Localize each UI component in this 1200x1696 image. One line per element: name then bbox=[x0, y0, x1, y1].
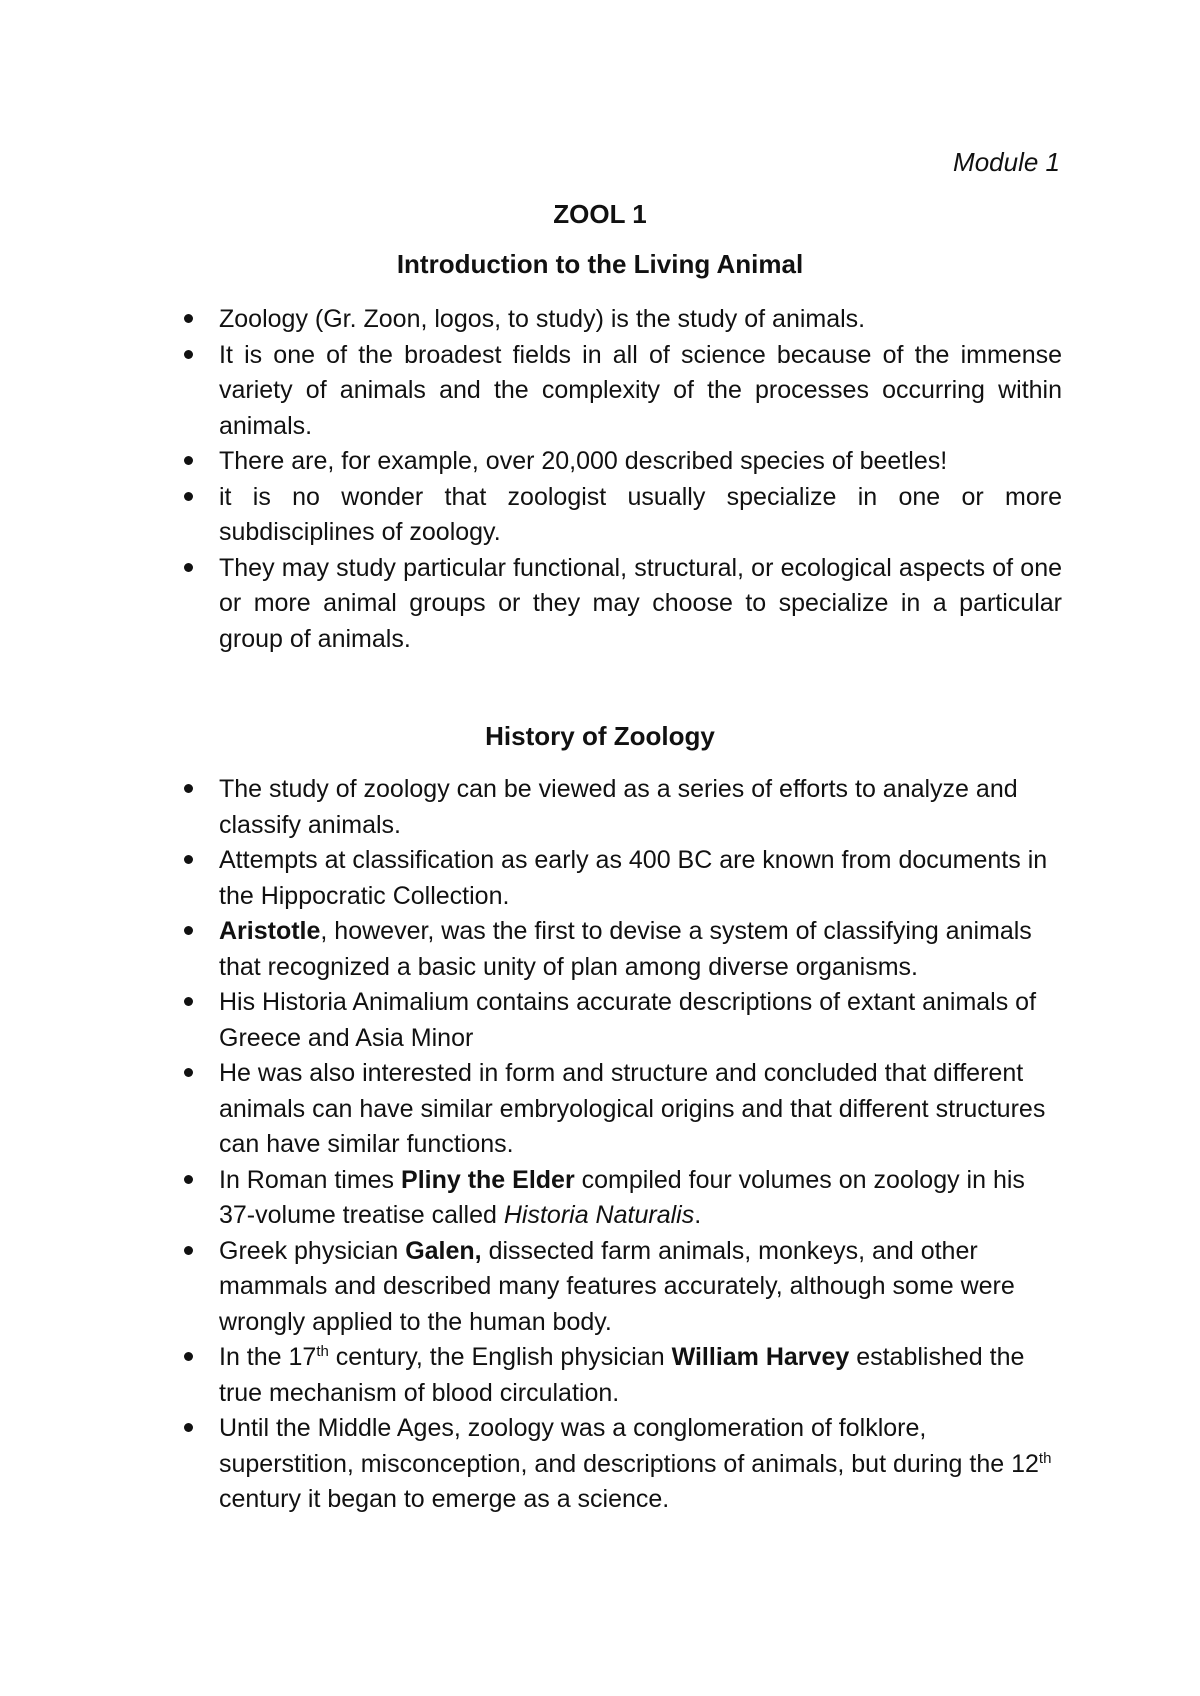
list-item bbox=[184, 985, 1062, 1056]
bullet-icon bbox=[184, 1423, 193, 1432]
bullet-text: century it began to emerge as a science. bbox=[219, 1485, 670, 1513]
list-item bbox=[184, 480, 1062, 551]
person-name-pliny: Pliny the Elder bbox=[401, 1165, 575, 1194]
section-heading-history: History of Zoology bbox=[485, 721, 715, 751]
list-item bbox=[184, 1411, 1062, 1518]
bullet-icon bbox=[184, 456, 193, 465]
list-item bbox=[184, 1056, 1062, 1163]
list-item bbox=[184, 1163, 1062, 1234]
bullet-text: He was also interested in form and structure and concluded that different animals can have similar embryological origins and that different structures can have similar functions. bbox=[219, 1059, 1046, 1158]
list-item bbox=[184, 551, 1062, 658]
ordinal-suffix: th bbox=[316, 1343, 329, 1360]
bullet-text: His Historia Animalium contains accurate descriptions of extant animals of Greece and Asia Minor bbox=[219, 988, 1037, 1052]
list-item bbox=[184, 772, 1062, 843]
bullet-icon bbox=[184, 855, 193, 864]
bullet-text: it is no wonder that zoologist usually specialize in one or more subdisciplines of zoology. bbox=[219, 482, 1062, 546]
bullet-icon bbox=[184, 997, 193, 1006]
bullet-icon bbox=[184, 563, 193, 572]
course-code: ZOOL 1 bbox=[553, 199, 647, 229]
bullet-text: Zoology (Gr. Zoon, logos, to study) is the study of animals. bbox=[219, 305, 866, 333]
bullet-icon bbox=[184, 784, 193, 793]
person-name-harvey: William Harvey bbox=[671, 1343, 850, 1371]
bullet-icon bbox=[184, 1175, 193, 1184]
ordinal-suffix: th bbox=[1038, 1449, 1052, 1467]
bullet-text: It is one of the broadest fields in all of science because of the immense variety of animals and the complexity of the processes occurring within animals. bbox=[219, 340, 1062, 440]
bullet-icon bbox=[184, 1246, 193, 1255]
work-title: Historia Naturalis bbox=[503, 1201, 695, 1229]
bullet-text: compiled four volumes on zoology in his 37-volume treatise called bbox=[219, 1165, 1025, 1229]
bullet-text: Attempts at classification as early as 400 BC are known from documents in the Hippocratic Collection. bbox=[219, 846, 1048, 910]
bullet-text: Greek physician bbox=[219, 1236, 406, 1265]
bullet-text: century, the English physician bbox=[328, 1343, 672, 1371]
bullet-icon bbox=[184, 1352, 193, 1361]
list-item bbox=[184, 444, 1062, 480]
bullet-text: There are, for example, over 20,000 described species of beetles! bbox=[219, 447, 948, 475]
bullet-text: In Roman times bbox=[219, 1165, 402, 1194]
bullet-icon bbox=[184, 492, 193, 501]
page-title: Introduction to the Living Animal bbox=[396, 249, 804, 279]
bullet-icon bbox=[184, 1068, 193, 1077]
history-bullet-list bbox=[184, 772, 1062, 1518]
bullet-text: established the true mechanism of blood circulation. bbox=[219, 1343, 1025, 1407]
bullet-text: In the 17 bbox=[219, 1343, 317, 1371]
person-name-galen: Galen, bbox=[405, 1236, 482, 1265]
bullet-icon bbox=[184, 926, 193, 935]
bullet-text: dissected farm animals, monkeys, and other mammals and described many features accurately, although some were wrongly applied to the human body. bbox=[219, 1236, 1015, 1336]
intro-bullet-list bbox=[184, 302, 1062, 657]
bullet-icon bbox=[184, 314, 193, 323]
list-item bbox=[184, 1340, 1062, 1411]
bullet-text: Until the Middle Ages, zoology was a conglomeration of folklore, superstition, misconception, and descriptions of animals, but during the 12 bbox=[219, 1414, 1039, 1478]
list-item bbox=[184, 914, 1062, 985]
list-item bbox=[184, 1234, 1062, 1341]
bullet-text: They may study particular functional, structural, or ecological aspects of one or more animal groups or they may choose to specialize in a particular group of animals. bbox=[219, 553, 1062, 653]
bullet-text: . bbox=[694, 1201, 702, 1229]
bullet-text: , however, was the first to devise a system of classifying animals that recognized a basic unity of plan among diverse organisms. bbox=[219, 917, 1032, 981]
bullet-text: The study of zoology can be viewed as a series of efforts to analyze and classify animals. bbox=[219, 775, 1018, 839]
module-label: Module 1 bbox=[953, 147, 1060, 177]
list-item bbox=[184, 338, 1062, 445]
list-item bbox=[184, 843, 1062, 914]
list-item bbox=[184, 302, 1062, 338]
person-name-aristotle: Aristotle bbox=[219, 917, 321, 945]
bullet-icon bbox=[184, 350, 193, 359]
